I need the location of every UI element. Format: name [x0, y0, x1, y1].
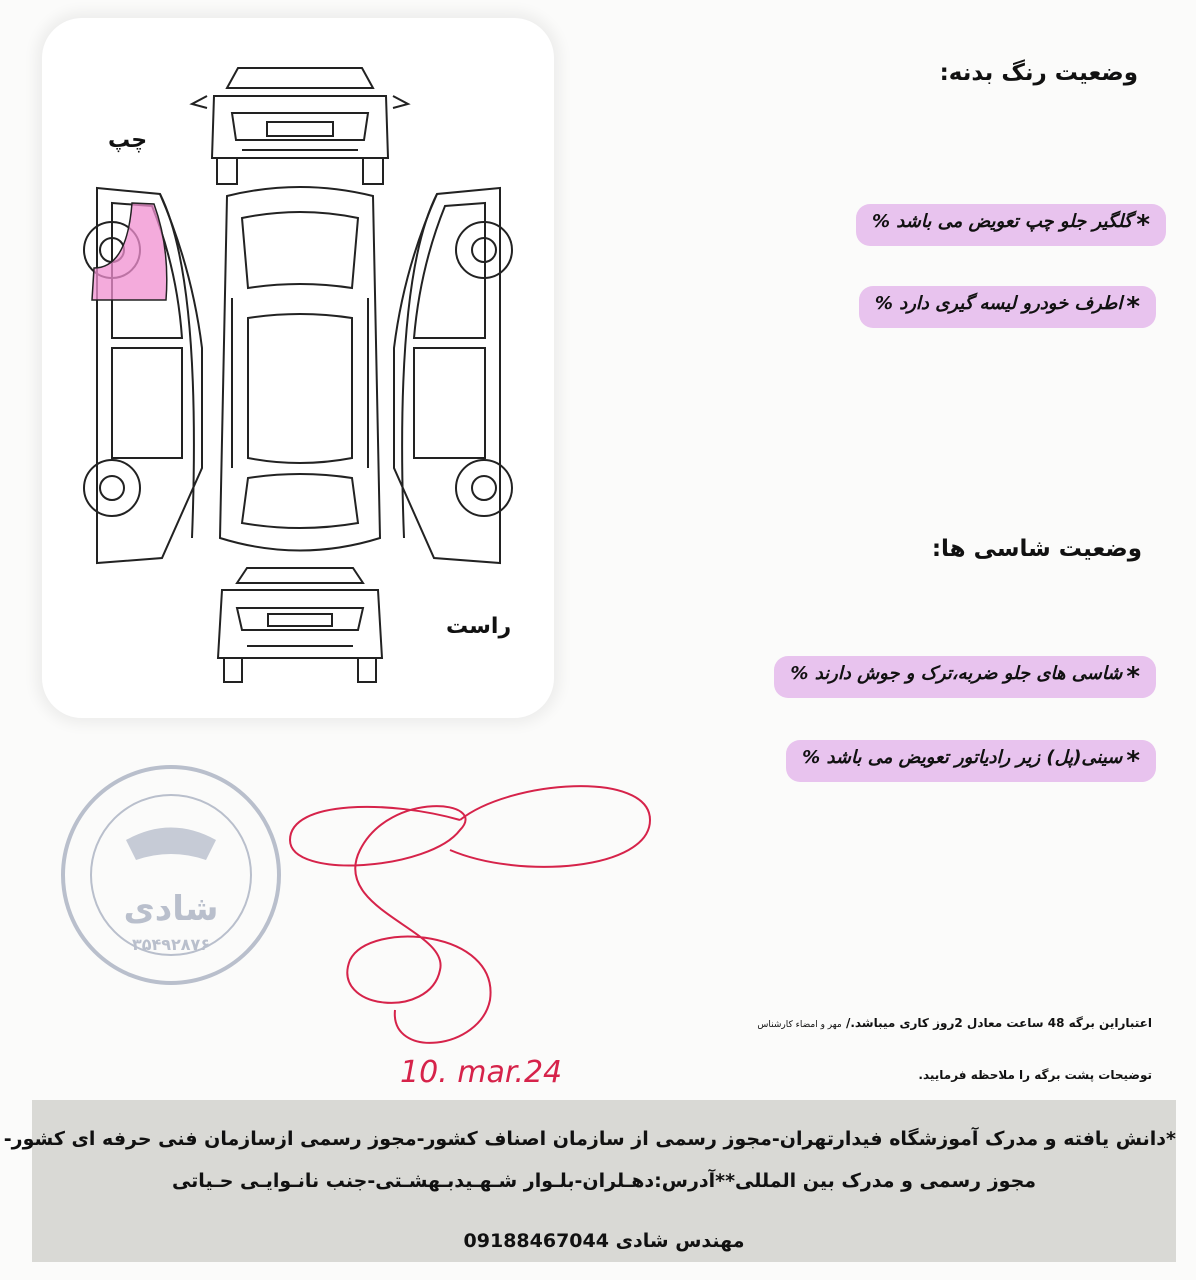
car-rear-view	[218, 568, 382, 682]
expert-stamp	[56, 760, 286, 990]
car-left-side-view	[84, 188, 202, 563]
footer-line-3: مهندس شادی 09188467044	[463, 1230, 745, 1252]
signature-date: 10. mar.24	[400, 1055, 563, 1090]
right-side-label: راست	[446, 614, 512, 639]
validity-note: اعتباراین برگه 48 ساعت معادل 2روز کاری میباشد./ مهر و امضاء کارشناس	[757, 1016, 1152, 1030]
body-paint-heading: وضعیت رنگ بدنه:	[939, 60, 1138, 86]
footer-banner	[3, 1100, 1176, 1262]
car-top-view	[220, 187, 380, 551]
car-diagram-svg	[42, 18, 554, 718]
signature	[270, 760, 670, 1100]
chassis-heading: وضعیت شاسی ها:	[931, 536, 1142, 562]
car-diagram-panel	[42, 18, 554, 718]
back-note: توضیحات پشت برگه را ملاحظه فرمایید.	[918, 1068, 1152, 1082]
left-side-label: چپ	[108, 128, 148, 153]
body-paint-note-2: *اطرف خودرو لیسه گیری دارد %	[859, 286, 1156, 328]
stamp-name: شادی	[123, 889, 219, 929]
damaged-front-left-fender	[92, 203, 167, 300]
chassis-note-2: *سینی(پل) زیر رادیاتور تعویض می باشد %	[786, 740, 1156, 782]
stamp-number: ۳۵۴۹۲۸۷۶	[131, 935, 211, 954]
car-front-view	[192, 68, 408, 184]
chassis-note-1: *شاسی های جلو ضربه،ترک و جوش دارند %	[774, 656, 1156, 698]
body-paint-note-1: *گلگیر جلو چپ تعویض می باشد %	[856, 204, 1166, 246]
footer-line-1: *دانش یافته و مدرک آموزشگاه فیدارتهران-مجوز رسمی از سازمان اصناف کشور-مجوز رسمی ازسازمان فنی حرفه ای کشور-	[3, 1128, 1176, 1150]
footer-line-2: مجوز رسمی و مدرک بین المللی**آدرس:دهـلران-بلـوار شـهـیدبـهشـتی-جنب نانـوایـی حـیاتی	[171, 1170, 1037, 1192]
car-right-side-view	[394, 188, 512, 563]
